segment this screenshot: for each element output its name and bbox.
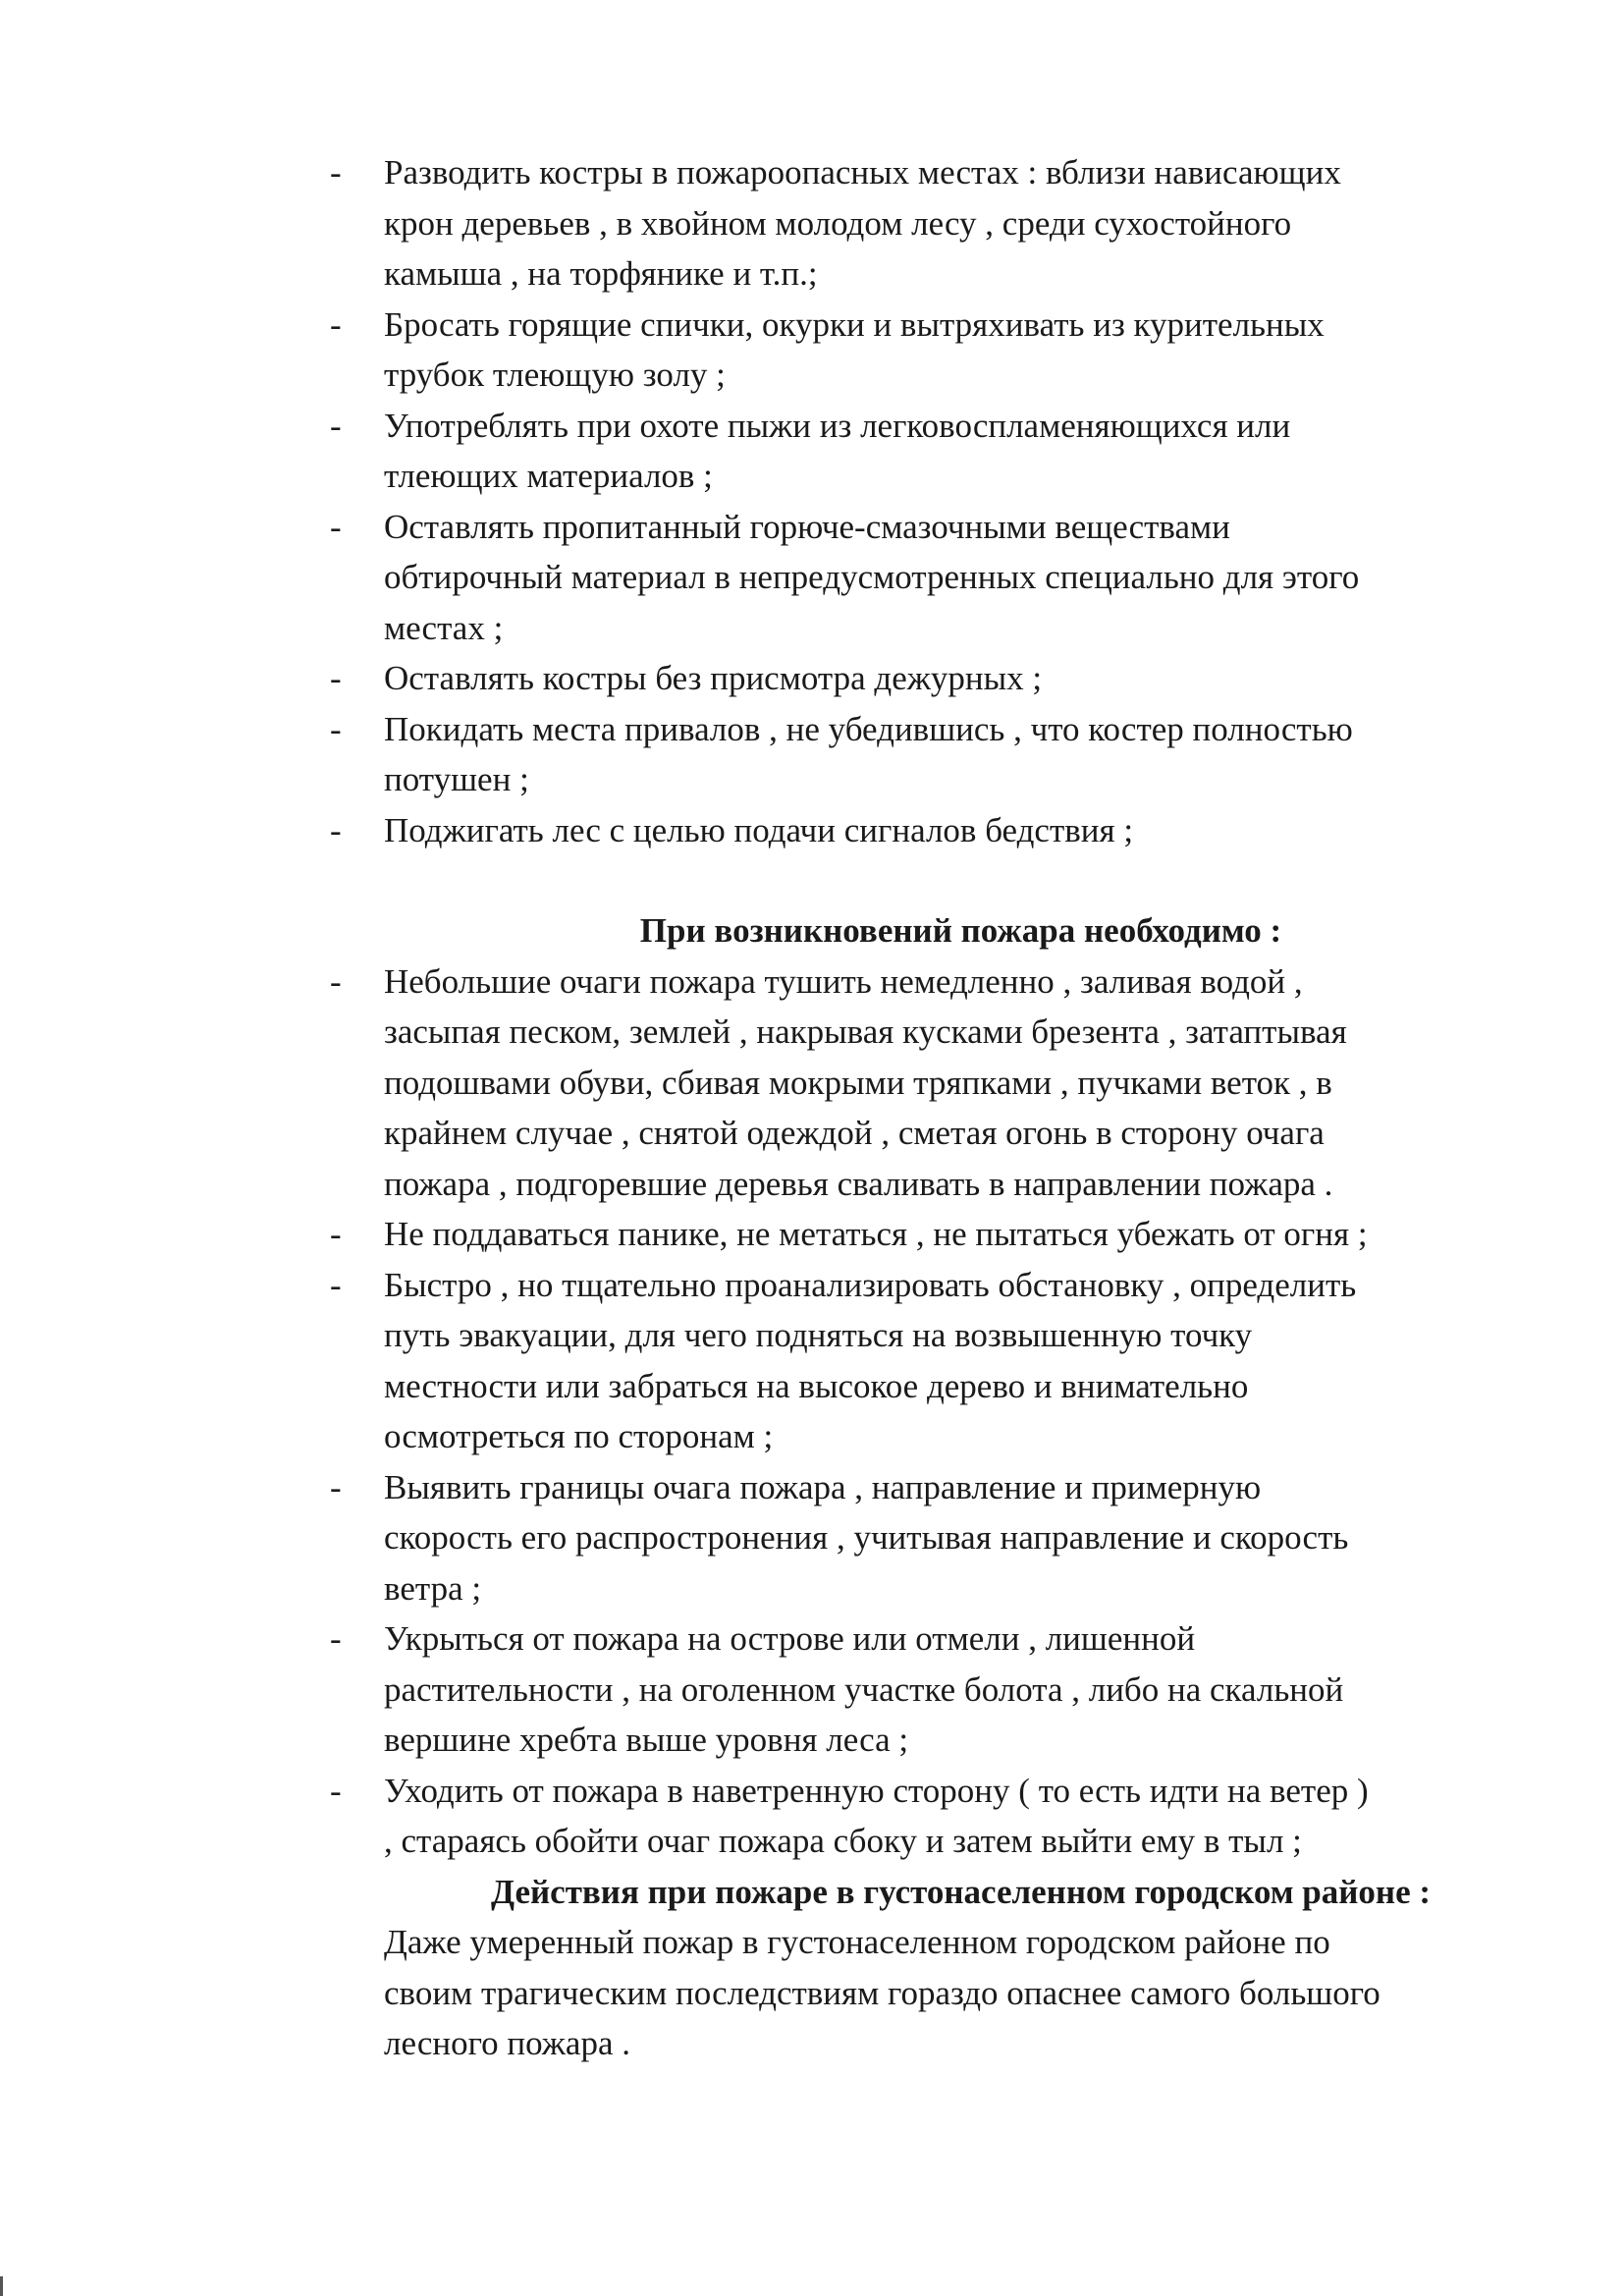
list-item — [330, 147, 1538, 300]
scan-edge-mark — [0, 2276, 3, 2296]
list-item-text: Бросать горящие спички, окурки и вытряхивать из курительных трубок тлеющую золу ; — [384, 304, 1325, 394]
list-item — [330, 300, 1538, 401]
list-item-text: Употреблять при охоте пыжи из легковоспламеняющихся или тлеющих материалов ; — [384, 406, 1291, 495]
list-dash: - — [330, 507, 342, 546]
list-dash: - — [330, 961, 342, 1001]
list-item — [330, 1766, 1538, 1867]
list-item — [330, 653, 1538, 704]
urban-fire-paragraph: Даже умеренный пожар в густонаселенном городском районе по своим трагическим последствиям гораздо опаснее самого большого лесного пожара . — [384, 1923, 1380, 2062]
list-dash: - — [330, 1619, 342, 1658]
section-heading-fire-actions: При возникновений пожара необходимо : — [639, 911, 1282, 950]
document-body — [330, 147, 1538, 2069]
list-item — [330, 1209, 1538, 1260]
list-item-text: Оставлять пропитанный горюче-смазочными веществами обтирочный материал в непредусмотренных специально для этого местах ; — [384, 507, 1360, 647]
fire-actions-list — [330, 957, 1538, 1867]
list-item-text: Не поддаваться панике, не метаться , не пытаться убежать от огня ; — [384, 1215, 1368, 1253]
list-item-text: Покидать места привалов , не убедившись , что костер полностью потушен ; — [384, 709, 1353, 798]
list-dash: - — [330, 153, 342, 191]
list-item — [330, 1462, 1538, 1614]
list-item — [330, 401, 1538, 502]
list-item — [330, 1613, 1538, 1766]
list-item-text: Разводить костры в пожароопасных местах : вблизи нависающих крон деревьев , в хвойном молодом лесу , среди сухостойного камыша , на торфянике и т.п.; — [384, 153, 1341, 293]
list-item — [330, 805, 1538, 856]
list-item-text: Небольшие очаги пожара тушить немедленно , заливая водой , засыпая песком, землей , накрывая кусками брезента , затаптывая подошвами обуви, сбивая мокрыми тряпками , пучками веток , в крайнем случае , снятой одеждой , сметая огонь в сторону очага пожара , подгоревшие деревья сваливать в направлении пожара . — [384, 961, 1347, 1203]
list-item — [330, 1260, 1538, 1462]
list-dash: - — [330, 810, 342, 849]
list-dash: - — [330, 1771, 342, 1810]
list-dash: - — [330, 709, 342, 748]
list-dash: - — [330, 406, 342, 445]
list-item — [330, 502, 1538, 654]
list-item-text: Поджигать лес с целью подачи сигналов бедствия ; — [384, 810, 1134, 849]
section-heading-urban-fire: Действия при пожаре в густонаселенном городском районе : — [490, 1872, 1432, 1911]
list-dash: - — [330, 1265, 342, 1304]
prohibited-actions-list — [330, 147, 1538, 855]
list-dash: - — [330, 659, 342, 697]
list-item-text: Уходить от пожара в наветренную сторону ( то есть идти на ветер ) , стараясь обойти очаг пожара сбоку и затем выйти ему в тыл ; — [384, 1771, 1369, 1860]
list-item-text: Выявить границы очага пожара , направление и примерную скорость его распростронения , учитывая направление и скорость ветра ; — [384, 1467, 1349, 1608]
list-dash: - — [330, 1467, 342, 1506]
list-item — [330, 957, 1538, 1210]
list-dash: - — [330, 304, 342, 344]
list-item-text: Быстро , но тщательно проанализировать обстановку , определить путь эвакуации, для чего подняться на возвышенную точку местности или забраться на высокое дерево и внимательно осмотреться по сторонам ; — [384, 1265, 1357, 1455]
list-item — [330, 704, 1538, 805]
list-item-text: Оставлять костры без присмотра дежурных ; — [384, 659, 1043, 697]
list-dash: - — [330, 1215, 342, 1253]
list-item-text: Укрыться от пожара на острове или отмели , лишенной растительности , на оголенном участке болота , либо на скальной вершине хребта выше уровня леса ; — [384, 1619, 1344, 1759]
